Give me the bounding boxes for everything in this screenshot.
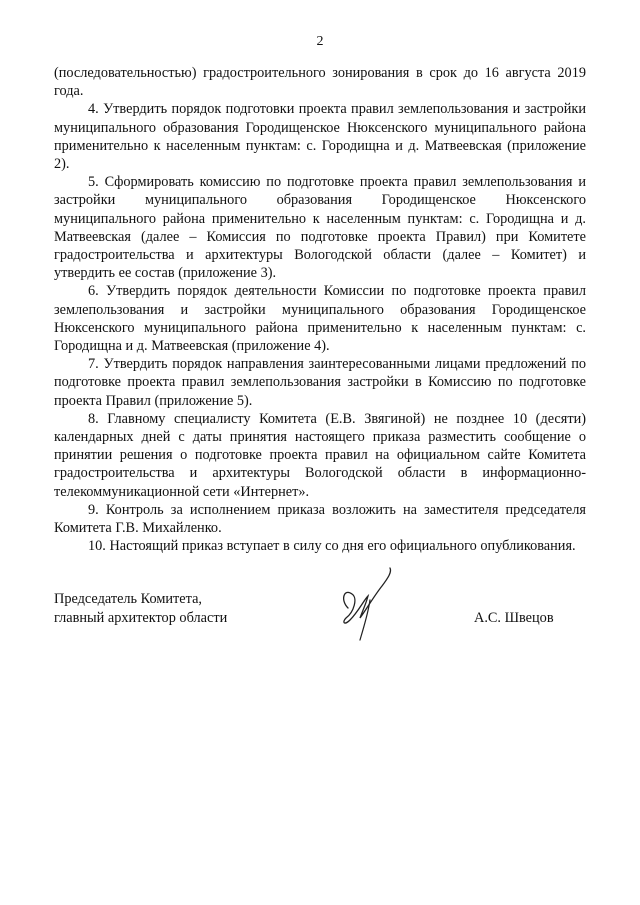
paragraph-item-9: 9. Контроль за исполнением приказа возложить на заместителя председателя Комитета Г.В. Михайленко.: [54, 501, 586, 537]
paragraph-item-6: 6. Утвердить порядок деятельности Комиссии по подготовке проекта правил землепользования и застройки муниципального образования Городищенское Нюксенского муниципального района применительно к населенным пунктам: с. Городищна и д. Матвеевская (приложение 4).: [54, 283, 586, 355]
document-body: [54, 64, 586, 555]
paragraph-item-8: 8. Главному специалисту Комитета (Е.В. Звягиной) не позднее 10 (десяти) календарных дней с даты принятия настоящего приказа разместить сообщение о принятии решения о подготовке проекта правил на официальном сайте Комитета градостроительства и архитектуры Вологодской области в информационно-телекоммуникационной сети «Интернет».: [54, 410, 586, 500]
signatory-position: [54, 590, 227, 628]
signatory-name: А.С. Швецов: [474, 610, 554, 626]
paragraph-item-5: 5. Сформировать комиссию по подготовке проекта правил землепользования и застройки муниципального образования Городищенское Нюксенского муниципального района применительно к населенным пунктам: с. Городищна и д. Матвеевская (далее – Комиссия по подготовке проекта Правил) при Комитете градостроительства и архитектуры Вологодской области (далее – Комитет) и утвердить ее состав (приложение 3).: [54, 174, 586, 282]
paragraph-item-10: 10. Настоящий приказ вступает в силу со дня его официального опубликования.: [88, 538, 576, 555]
signatory-position-line1: Председатель Комитета,: [54, 591, 202, 607]
paragraph-item-7: 7. Утвердить порядок направления заинтересованными лицами предложений по подготовке проекта правил землепользования застройки в Комиссию по подготовке проекта Правил (приложение 5).: [54, 356, 586, 409]
handwritten-signature: [330, 560, 400, 650]
page-number: 2: [316, 34, 324, 49]
paragraph-item-4: 4. Утвердить порядок подготовки проекта правил землепользования и застройки муниципального образования Городищенское Нюксенского муниципального района применительно к населенным пунктам: с. Городищна и д. Матвеевская (приложение 2).: [54, 101, 586, 173]
paragraph-continuation: (последовательностью) градостроительного зонирования в срок до 16 августа 2019 года.: [54, 65, 586, 100]
signatory-position-line2: главный архитектор области: [54, 610, 228, 626]
